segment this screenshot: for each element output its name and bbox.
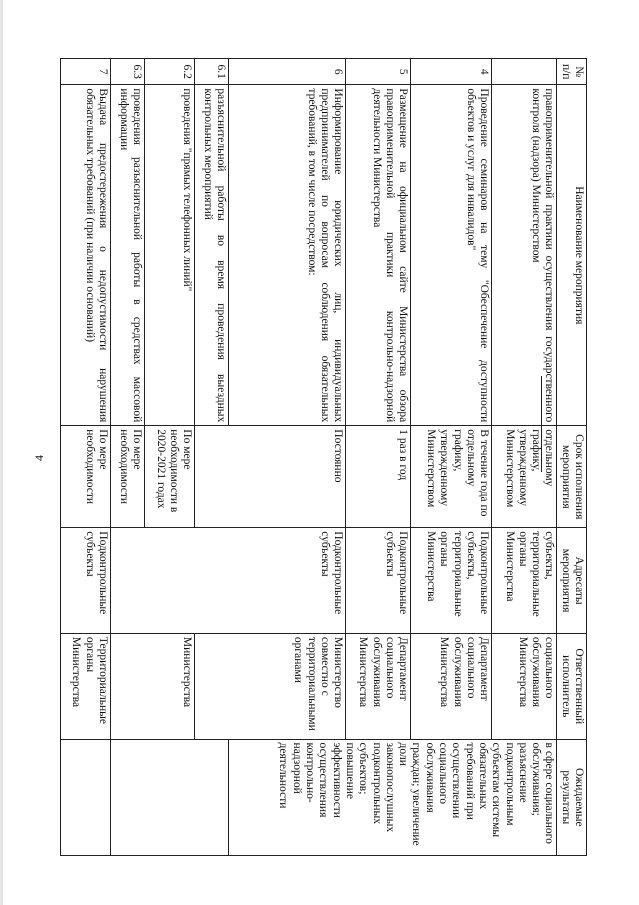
row-results-empty [61, 739, 111, 855]
row-num [492, 59, 557, 85]
table-row [346, 59, 411, 856]
row-term: По мере необходимости в 2020-2021 годах [145, 426, 195, 528]
row-name: Информирование юридических лиц, индивидуальных предпринимателей по вопросам соблюдения обязательных требований, в том числе посредством: [229, 85, 346, 426]
row-term: отдельному графику, утвержденному Министерством [492, 426, 557, 528]
row-term: Постоянно [195, 426, 346, 528]
row-addressee: Подконтрольные субъекты [110, 528, 345, 634]
row-num: 7 [61, 59, 111, 85]
row-term: По мере необходимости [61, 426, 111, 528]
row-name: разъяснительной работы во время проведения выездных контрольных мероприятий [195, 85, 229, 426]
table-row [229, 59, 346, 856]
table-row [492, 59, 557, 856]
table-row [61, 59, 111, 856]
measures-table [60, 58, 587, 856]
header-term: Срок исполнения мероприятия [557, 426, 587, 528]
row-num: 5 [346, 59, 411, 85]
row-executor: Министерство совместно с территориальными органами [195, 633, 346, 739]
row-expected-results: в сфере социального обслуживания; разъяснение подконтрольным субъектам системы обязательных требований при осуществлении социального обслуживания граждан; увеличение доли законопослушных подконтрольных субъектов; повышение эффективности осуществления контрольно-надзорной деятельности [229, 739, 557, 855]
header-addressee: Адресаты мероприятия [557, 528, 587, 634]
row-num: 6.2 [145, 59, 195, 85]
row-addressee: субъекты, территориальные органы Министерства [492, 528, 557, 634]
row-executor: Территориальные органы Министерства [61, 633, 111, 739]
header-results: Ожидаемые результаты [557, 739, 587, 855]
row-name: Выдача предостережения о недопустимости нарушения обязательных требований (при наличии оснований) [61, 85, 111, 426]
row-num: 4 [411, 59, 492, 85]
row-results-empty [110, 739, 229, 855]
row-executor: Министерства [110, 633, 194, 739]
header-executor: Ответственный исполнитель [557, 633, 587, 739]
row-name: Размещение на официальном сайте Министерства обзора правоприменительной практики контрольно-надзорной деятельности Министерства [346, 85, 411, 426]
row-addressee: Подконтрольные субъекты, территориальные органы Министерства [411, 528, 492, 634]
rotated-table-container [60, 58, 587, 856]
row-executor: Департамент социального обслуживания Министерства [346, 633, 411, 739]
row-name: проведения разъяснительной работы в средствах массовой информации [110, 85, 144, 426]
row-term: По мере необходимости [110, 426, 144, 528]
row-name: правоприменительной практики осуществления государственного контроля (надзора) Министерством [492, 85, 557, 426]
row-num: 6 [229, 59, 346, 85]
row-executor: социального обслуживания Министерства [492, 633, 557, 739]
row-name: проведения "прямых телефонных линий" [145, 85, 195, 426]
row-addressee: Подконтрольные субъекты [346, 528, 411, 634]
row-term: В течение года по отдельному графику, утвержденному Министерством [411, 426, 492, 528]
header-num: № п/п [557, 59, 587, 85]
table-row [145, 59, 195, 856]
header-name: Наименование мероприятия [557, 85, 587, 426]
row-addressee: Подконтрольные субъекты [61, 528, 111, 634]
page-number: 4 [32, 455, 46, 461]
row-num: 6.1 [195, 59, 229, 85]
row-executor: Департамент социального обслуживания Министерства [411, 633, 492, 739]
table-row [411, 59, 492, 856]
row-num: 6.3 [110, 59, 144, 85]
scan-edge [0, 0, 3, 905]
row-term: 1 раз в год [346, 426, 411, 528]
table-header-row [557, 59, 587, 856]
row-name: Проведение семинаров на тему "Обеспечение доступности объектов и услуг для инвалидов" [411, 85, 492, 426]
